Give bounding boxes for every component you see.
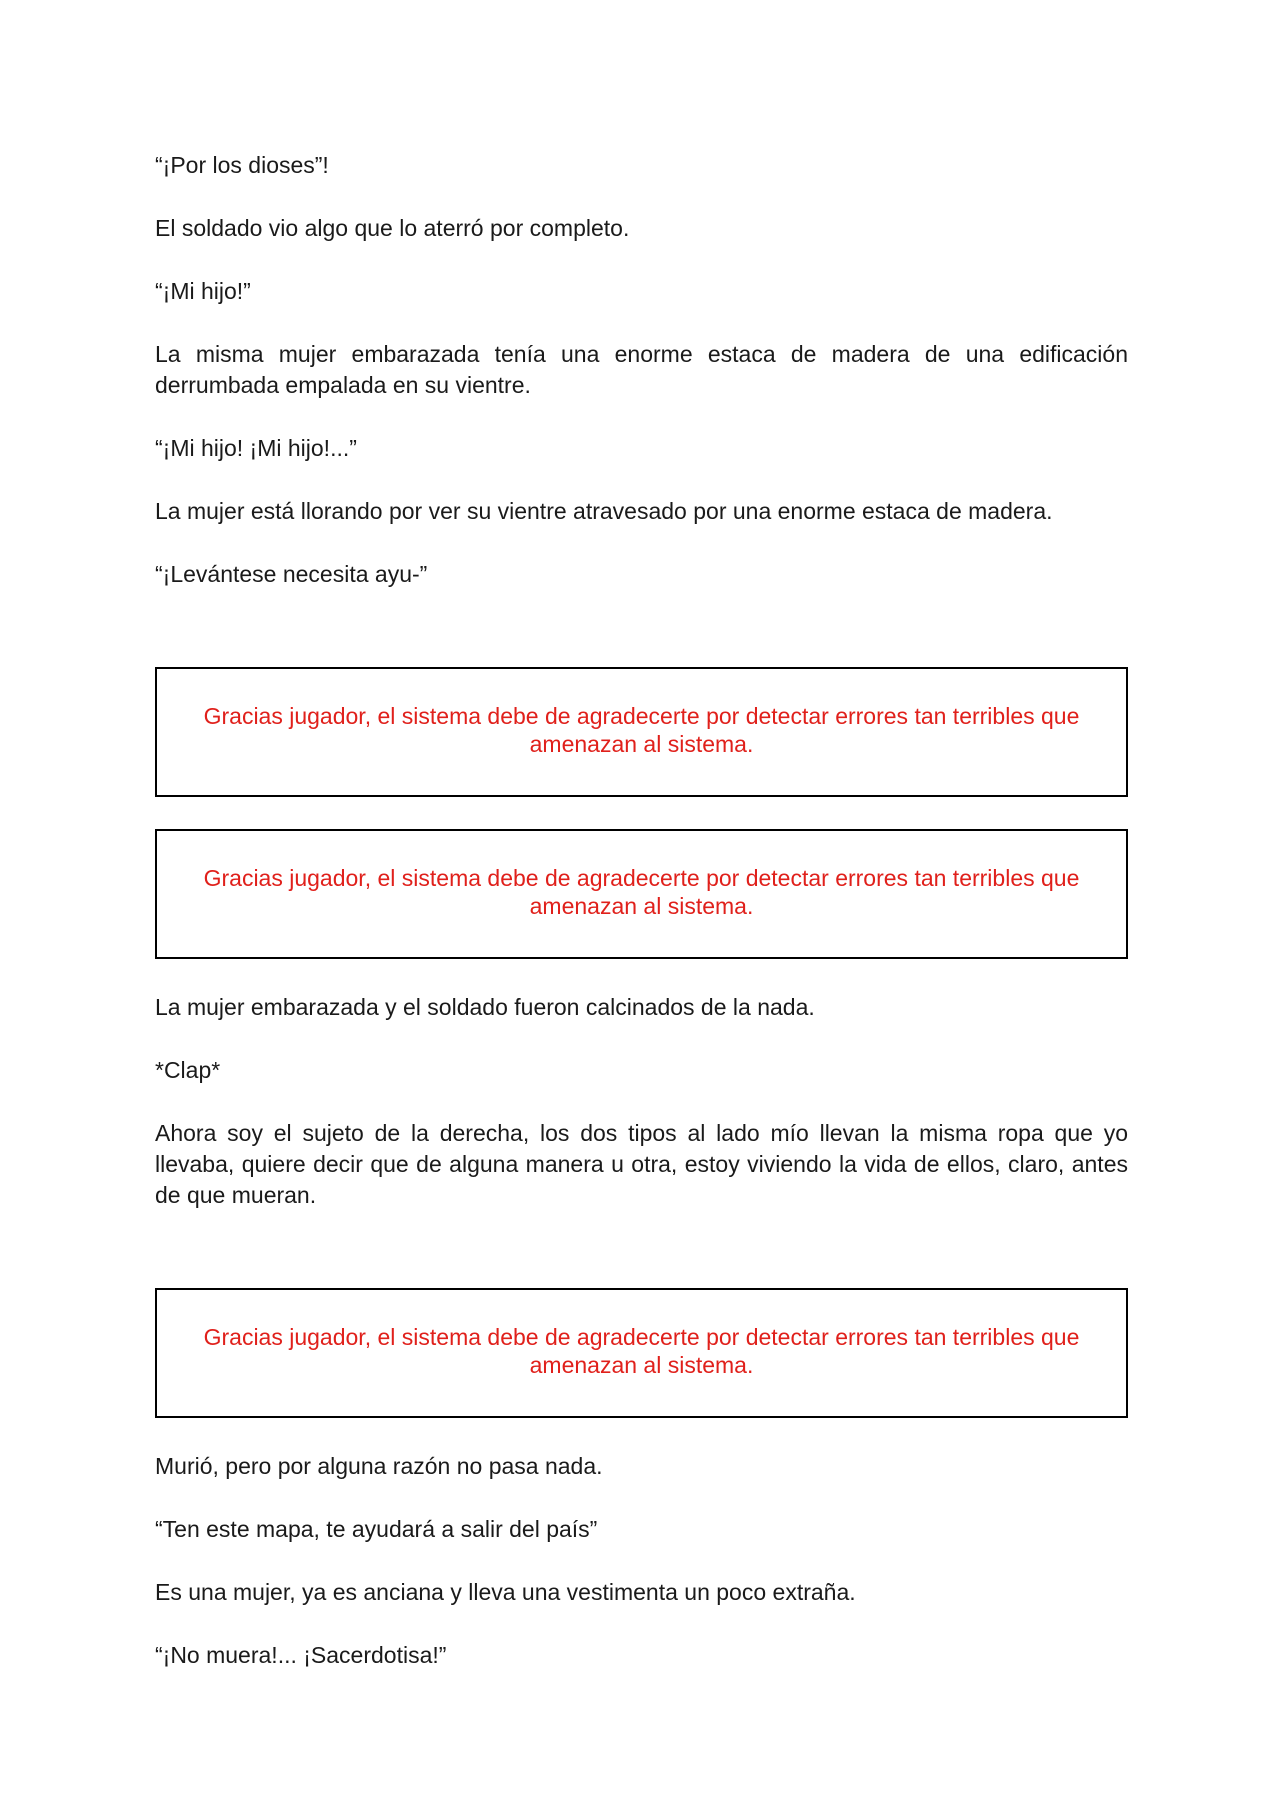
system-message-text: Gracias jugador, el sistema debe de agradecerte por detectar errores tan terribles que amenazan al sistema. xyxy=(203,703,1080,757)
paragraph: Es una mujer, ya es anciana y lleva una vestimenta un poco extraña. xyxy=(155,1579,856,1605)
paragraph: “¡Levántese necesita ayu-” xyxy=(155,561,428,587)
paragraph: La mujer está llorando por ver su vientre atravesado por una enorme estaca de madera. xyxy=(155,498,1053,524)
paragraph: “¡Mi hijo!” xyxy=(155,278,251,304)
paragraph: La misma mujer embarazada tenía una enorme estaca de madera de una edificación derrumbada empalada en su vientre. xyxy=(155,341,1128,398)
paragraph: Ahora soy el sujeto de la derecha, los dos tipos al lado mío llevan la misma ropa que yo llevaba, quiere decir que de alguna manera u otra, estoy viviendo la vida de ellos, claro, antes de que mueran. xyxy=(155,1120,1128,1208)
system-message-box xyxy=(155,829,1128,959)
system-message-text: Gracias jugador, el sistema debe de agradecerte por detectar errores tan terribles que amenazan al sistema. xyxy=(203,1324,1080,1378)
document-page xyxy=(155,150,1128,1671)
paragraph: La mujer embarazada y el soldado fueron calcinados de la nada. xyxy=(155,994,815,1020)
paragraph: Murió, pero por alguna razón no pasa nada. xyxy=(155,1453,603,1479)
paragraph: “¡Por los dioses”! xyxy=(155,152,329,178)
paragraph: “¡Mi hijo! ¡Mi hijo!...” xyxy=(155,435,357,461)
paragraph: “Ten este mapa, te ayudará a salir del país” xyxy=(155,1516,598,1542)
system-message-box xyxy=(155,667,1128,797)
paragraph: *Clap* xyxy=(155,1057,221,1083)
system-message-box xyxy=(155,1288,1128,1418)
paragraph: El soldado vio algo que lo aterró por completo. xyxy=(155,215,630,241)
paragraph: “¡No muera!... ¡Sacerdotisa!” xyxy=(155,1642,447,1668)
system-message-text: Gracias jugador, el sistema debe de agradecerte por detectar errores tan terribles que amenazan al sistema. xyxy=(203,865,1080,919)
